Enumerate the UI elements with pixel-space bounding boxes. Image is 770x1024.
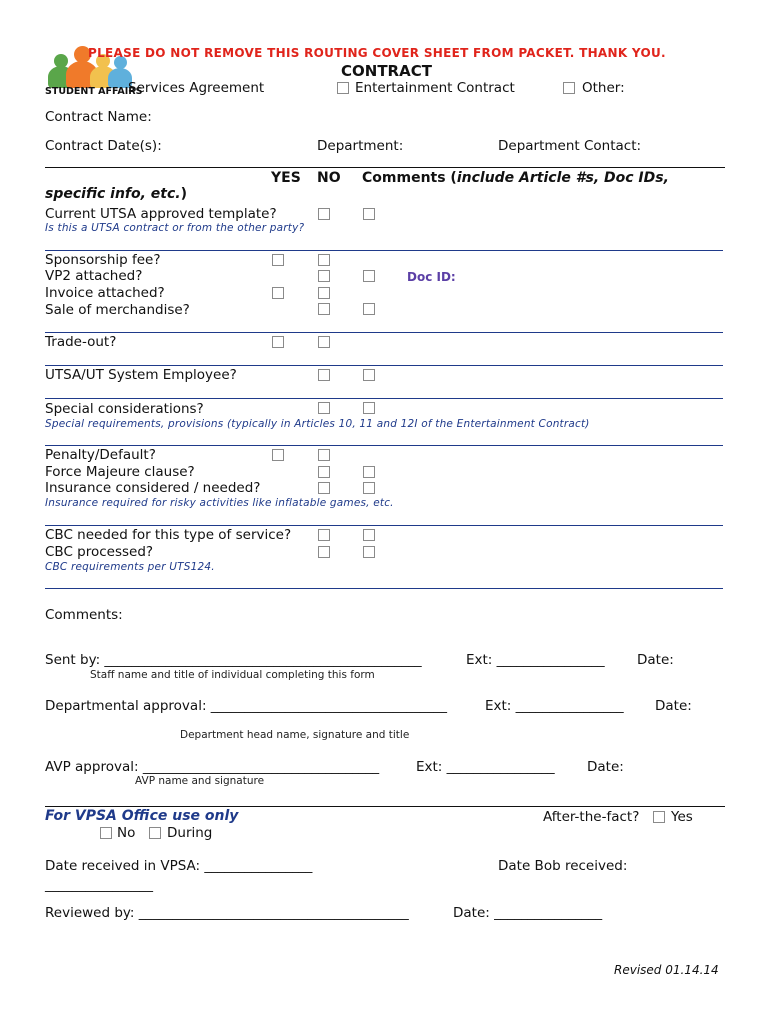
after-the-fact-label: After-the-fact? bbox=[543, 809, 640, 825]
employee-label: UTSA/UT System Employee? bbox=[45, 367, 237, 383]
comments-header-line2 bbox=[45, 186, 187, 202]
after-the-fact-no-label: No bbox=[117, 825, 136, 841]
sponsorship-label: Sponsorship fee? bbox=[45, 252, 161, 268]
special-note: Special requirements, provisions (typically in Articles 10, 11 and 12I of the Entertainment Contract) bbox=[45, 418, 590, 430]
vp2-no-checkbox[interactable] bbox=[318, 270, 330, 282]
invoice-label: Invoice attached? bbox=[45, 285, 165, 301]
comments-header-line2-italic: specific info, etc. bbox=[45, 186, 181, 202]
contract-dates-label: Contract Date(s): bbox=[45, 138, 162, 154]
comments-header-prefix: Comments ( bbox=[362, 170, 457, 186]
avp-approval-field[interactable]: AVP approval: ___________________________________ bbox=[45, 759, 380, 775]
department-contact-label: Department Contact: bbox=[498, 138, 642, 154]
divider bbox=[45, 332, 723, 333]
other-checkbox[interactable] bbox=[563, 82, 575, 94]
sponsorship-yes-checkbox[interactable] bbox=[272, 254, 284, 266]
merch-label: Sale of merchandise? bbox=[45, 302, 190, 318]
invoice-no-checkbox[interactable] bbox=[318, 287, 330, 299]
employee-comment-checkbox[interactable] bbox=[363, 369, 375, 381]
tradeout-no-checkbox[interactable] bbox=[318, 336, 330, 348]
sponsorship-no-checkbox[interactable] bbox=[318, 254, 330, 266]
insurance-comment-checkbox[interactable] bbox=[363, 482, 375, 494]
divider bbox=[45, 398, 723, 399]
merch-no-checkbox[interactable] bbox=[318, 303, 330, 315]
cbc-needed-label: CBC needed for this type of service? bbox=[45, 527, 292, 543]
avp-ext-field[interactable]: Ext: ________________ bbox=[416, 759, 555, 775]
invoice-yes-checkbox[interactable] bbox=[272, 287, 284, 299]
special-comment-checkbox[interactable] bbox=[363, 402, 375, 414]
penalty-no-checkbox[interactable] bbox=[318, 449, 330, 461]
special-label: Special considerations? bbox=[45, 401, 204, 417]
divider bbox=[45, 365, 723, 366]
during-checkbox[interactable] bbox=[149, 827, 161, 839]
penalty-label: Penalty/Default? bbox=[45, 447, 156, 463]
after-the-fact-no-checkbox[interactable] bbox=[100, 827, 112, 839]
tradeout-yes-checkbox[interactable] bbox=[272, 336, 284, 348]
template-comment-checkbox[interactable] bbox=[363, 208, 375, 220]
tradeout-label: Trade-out? bbox=[45, 334, 117, 350]
divider bbox=[45, 445, 723, 446]
dept-approval-field[interactable]: Departmental approval: ___________________________________ bbox=[45, 698, 448, 714]
employee-no-checkbox[interactable] bbox=[318, 369, 330, 381]
avp-date-field[interactable]: Date: bbox=[587, 759, 624, 775]
reviewed-by-field[interactable]: Reviewed by: ________________________________________ bbox=[45, 905, 409, 921]
dept-date-field[interactable]: Date: bbox=[655, 698, 692, 714]
date-received-field[interactable]: Date received in VPSA: ________________ bbox=[45, 858, 313, 874]
after-the-fact-yes-checkbox[interactable] bbox=[653, 811, 665, 823]
sent-date-field[interactable]: Date: bbox=[637, 652, 674, 668]
date-received-cont[interactable]: ________________ bbox=[45, 877, 153, 893]
comments-label: Comments: bbox=[45, 607, 123, 623]
insurance-note: Insurance required for risky activities like inflatable games, etc. bbox=[45, 497, 394, 509]
department-label: Department: bbox=[317, 138, 404, 154]
template-label: Current UTSA approved template? bbox=[45, 206, 277, 222]
insurance-no-checkbox[interactable] bbox=[318, 482, 330, 494]
sent-caption: Staff name and title of individual completing this form bbox=[90, 669, 375, 681]
services-agreement-label: Services Agreement bbox=[128, 80, 265, 96]
divider bbox=[45, 806, 725, 807]
force-no-checkbox[interactable] bbox=[318, 466, 330, 478]
doc-id-label: Doc ID: bbox=[407, 270, 456, 284]
template-note: Is this a UTSA contract or from the other party? bbox=[45, 222, 305, 234]
divider bbox=[45, 588, 723, 589]
cbc-note: CBC requirements per UTS124. bbox=[45, 561, 215, 573]
date-bob-received-label: Date Bob received: bbox=[498, 858, 628, 874]
dept-caption: Department head name, signature and title bbox=[180, 729, 410, 741]
divider bbox=[45, 525, 723, 526]
reviewed-date-field[interactable]: Date: ________________ bbox=[453, 905, 603, 921]
yes-column-header: YES bbox=[271, 170, 301, 186]
contract-name-label: Contract Name: bbox=[45, 109, 152, 125]
divider bbox=[45, 250, 723, 251]
template-no-checkbox[interactable] bbox=[318, 208, 330, 220]
entertainment-contract-checkbox[interactable] bbox=[337, 82, 349, 94]
force-comment-checkbox[interactable] bbox=[363, 466, 375, 478]
comments-header-italic: include Article #s, Doc IDs, bbox=[456, 170, 669, 186]
force-label: Force Majeure clause? bbox=[45, 464, 195, 480]
comments-header-line2-end: ) bbox=[180, 186, 188, 202]
routing-notice: PLEASE DO NOT REMOVE THIS ROUTING COVER SHEET FROM PACKET. THANK YOU. bbox=[88, 46, 666, 60]
during-label: During bbox=[167, 825, 213, 841]
penalty-yes-checkbox[interactable] bbox=[272, 449, 284, 461]
dept-ext-field[interactable]: Ext: ________________ bbox=[485, 698, 624, 714]
divider bbox=[45, 167, 725, 168]
cbc-processed-no-checkbox[interactable] bbox=[318, 546, 330, 558]
cbc-needed-comment-checkbox[interactable] bbox=[363, 529, 375, 541]
vp2-comment-checkbox[interactable] bbox=[363, 270, 375, 282]
no-column-header: NO bbox=[317, 170, 341, 186]
sent-by-field[interactable]: Sent by: _______________________________________________ bbox=[45, 652, 422, 668]
other-label: Other: bbox=[582, 80, 625, 96]
logo-text: STUDENT AFFAIRS bbox=[45, 86, 143, 97]
revised-date: Revised 01.14.14 bbox=[614, 963, 719, 977]
comments-column-header bbox=[362, 170, 669, 186]
merch-comment-checkbox[interactable] bbox=[363, 303, 375, 315]
insurance-label: Insurance considered / needed? bbox=[45, 480, 261, 496]
cbc-processed-comment-checkbox[interactable] bbox=[363, 546, 375, 558]
vp2-label: VP2 attached? bbox=[45, 268, 143, 284]
cbc-needed-no-checkbox[interactable] bbox=[318, 529, 330, 541]
after-the-fact-yes-label: Yes bbox=[671, 809, 693, 825]
avp-caption: AVP name and signature bbox=[135, 775, 265, 787]
entertainment-contract-label: Entertainment Contract bbox=[355, 80, 515, 96]
page-title: CONTRACT bbox=[341, 62, 432, 80]
office-use-title: For VPSA Office use only bbox=[45, 808, 239, 824]
special-no-checkbox[interactable] bbox=[318, 402, 330, 414]
cbc-processed-label: CBC processed? bbox=[45, 544, 154, 560]
sent-ext-field[interactable]: Ext: ________________ bbox=[466, 652, 605, 668]
